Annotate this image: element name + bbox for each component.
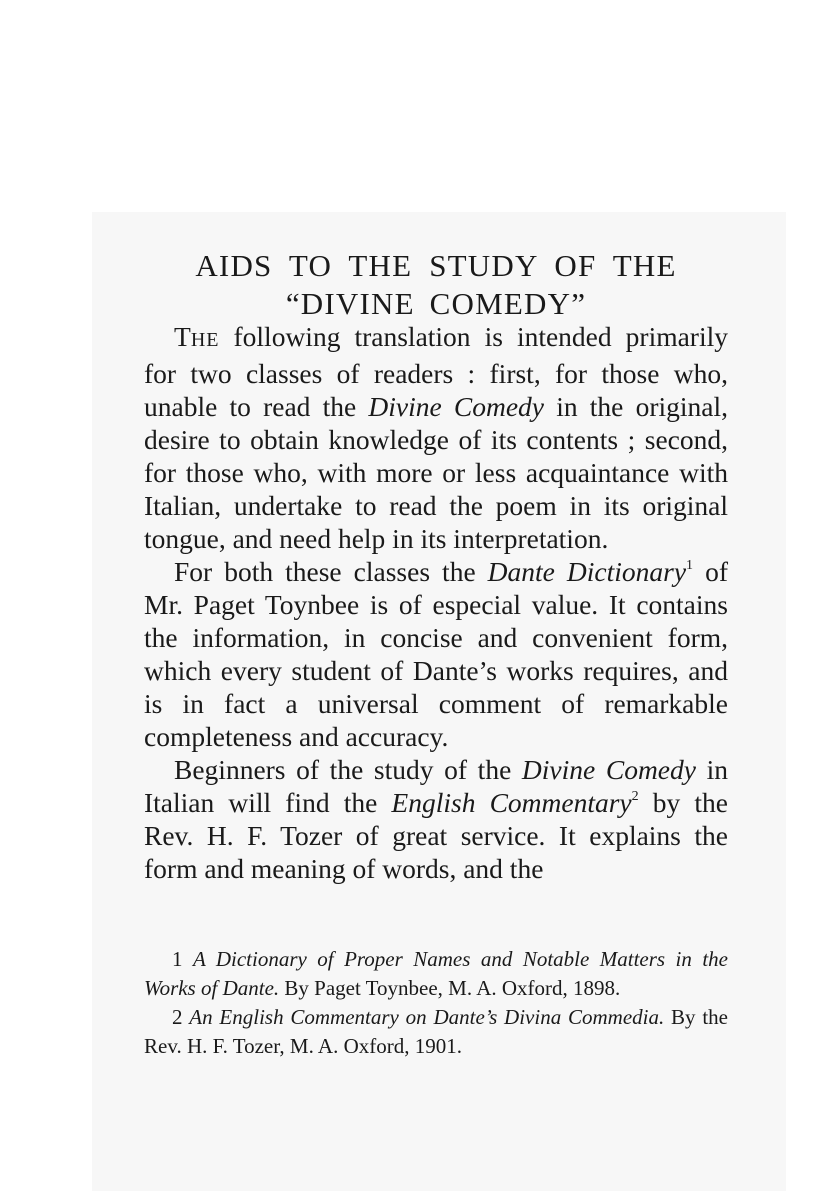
title-line-1: AIDS TO THE STUDY OF THE: [195, 247, 677, 283]
footnote-1: 1 A Dictionary of Proper Names and Notable Matters in the Works of Dante. By Paget Toynbee, M. A. Oxford, 1898.: [144, 947, 728, 1000]
page-title: [144, 247, 728, 323]
title-line-2: “DIVINE COMEDY”: [285, 285, 587, 321]
italic-title: Dante Dictionary: [487, 556, 687, 587]
paragraph-2: For both these classes the Dante Dictionary$^1$ of Mr. Paget Toynbee is of especial value. It contains the information, in concise and convenient form, which every student of Dante’s works requires, and is in fact a universal comment of remarkable completeness and accuracy.: [144, 556, 728, 752]
small-caps-first-letter: T: [174, 321, 191, 352]
footnote-reference-2[interactable]: 2: [631, 789, 639, 804]
footnotes: [144, 945, 728, 1061]
footnote-2: 2 An English Commentary on Dante’s Divina Commedia. By the Rev. H. F. Tozer, M. A. Oxford, 1901.: [144, 1005, 728, 1058]
footnote-reference-1[interactable]: 1: [686, 558, 694, 573]
footnote-number: 1: [172, 947, 183, 971]
small-caps-rest: HE: [190, 329, 220, 351]
italic-title: Divine Comedy: [521, 754, 696, 785]
italic-title: English Commentary: [391, 787, 632, 818]
paragraph-3: Beginners of the study of the Divine Comedy in Italian will find the English Commentary$^2$ by the Rev. H. F. Tozer of great service. It explains the form and meaning of words, and the: [144, 754, 729, 884]
paragraph-1: THE following translation is intended primarily for two classes of readers : first, for those who, unable to read the Divine Comedy in the original, desire to obtain knowledge of its contents ; second, for those who, with more or less acquaintance with Italian, undertake to read the poem in its original tongue, and need help in its interpretation.: [144, 321, 728, 554]
italic-title: Divine Comedy: [368, 391, 545, 422]
footnote-number: 2: [172, 1005, 183, 1029]
body-text: [144, 320, 728, 885]
